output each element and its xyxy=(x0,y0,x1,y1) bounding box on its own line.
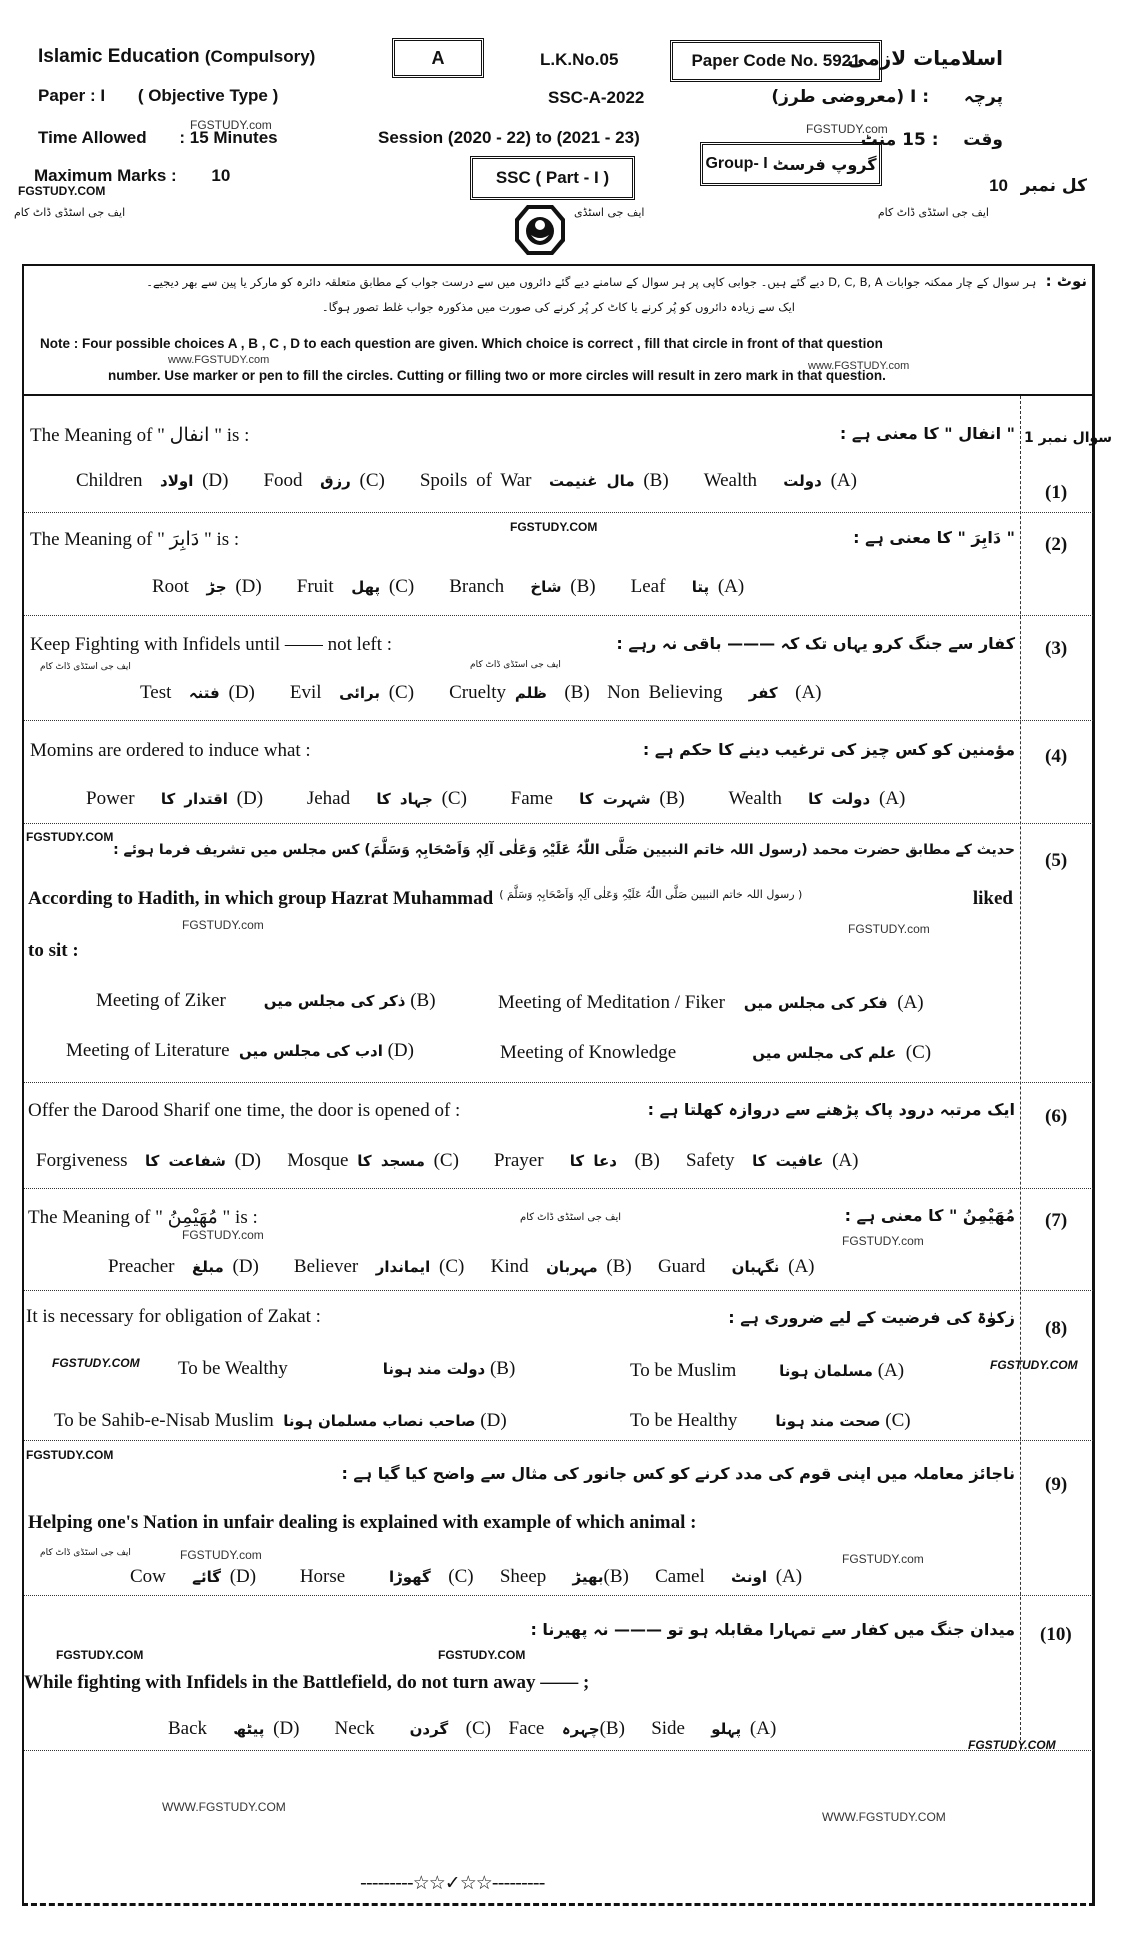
max-marks-label: Maximum Marks : xyxy=(34,166,177,185)
watermark: FGSTUDY.COM xyxy=(438,1648,526,1662)
watermark: FGSTUDY.com xyxy=(842,1552,924,1566)
question-10-number: (10) xyxy=(1040,1624,1072,1645)
number-column-divider xyxy=(1020,396,1021,1750)
max-marks-value: 10 xyxy=(211,166,231,185)
question-1-number: (1) xyxy=(1045,482,1068,503)
watermark-urdu: ایف جی اسٹڈی ڈاٹ کام xyxy=(470,660,561,670)
note-urdu-line-1 xyxy=(146,272,1087,290)
row-divider xyxy=(24,720,1093,721)
question-8-option-d[interactable]: To be Sahib-e-Nisab Muslim صاحب نصاب مسلمان ہونا (D) xyxy=(54,1410,507,1431)
watermark-urdu: ایف جی اسٹڈی ڈاٹ کام xyxy=(14,206,126,219)
question-2-number: (2) xyxy=(1045,534,1068,555)
option-c[interactable]: Neck گردن (C) xyxy=(334,1718,491,1739)
row-divider xyxy=(24,615,1093,616)
option-c[interactable]: Horse گھوڑا (C) xyxy=(299,1566,474,1587)
group-box xyxy=(700,142,882,186)
question-4-urdu: مؤمنین کو کس چیز کی ترغیب دینے کا حکم ہے : xyxy=(642,740,1015,759)
subject-title xyxy=(38,46,315,68)
option-a[interactable]: Leaf پتا (A) xyxy=(630,576,745,597)
question-4-english: Momins are ordered to induce what : xyxy=(30,740,311,761)
question-5-option-c[interactable]: Meeting of Knowledge علم کی مجلس میں (C) xyxy=(500,1042,932,1063)
question-8-option-a[interactable]: To be Muslim مسلمان ہونا (A) xyxy=(630,1360,905,1381)
question-3-options xyxy=(140,682,822,704)
watermark: www.FGSTUDY.com xyxy=(808,360,910,372)
question-10-options xyxy=(168,1718,776,1740)
exam-code: SSC-A-2022 xyxy=(548,88,645,107)
option-c[interactable]: Mosque مسجد کا (C) xyxy=(287,1150,459,1171)
row-divider xyxy=(24,512,1093,513)
watermark: www.FGSTUDY.com xyxy=(168,354,270,366)
question-5-urdu: حدیث کے مطابق حضرت محمد (رسول اللہ خاتم النبیین صَلَّی اللّٰہُ عَلَیْہِ وَعَلٰی آلِہٖ وَاَصْحَابِہٖ وَسَلَّمَ) کس مجلس میں تشریف فرما ہوئے : xyxy=(113,842,1015,858)
group-label-urdu: گروپ فرسٹ xyxy=(772,154,877,174)
option-c[interactable]: Jehad جہاد کا (C) xyxy=(306,788,467,809)
marks-urdu-value: 10 xyxy=(989,176,1008,195)
maximum-marks xyxy=(34,166,230,186)
question-4-options xyxy=(86,788,905,810)
question-5-english-liked: liked xyxy=(972,888,1013,909)
lk-number: L.K.No.05 xyxy=(540,50,619,69)
question-5-english-continued: to sit : xyxy=(28,940,79,961)
option-a[interactable]: Wealth دولت (A) xyxy=(703,470,857,491)
watermark: FGSTUDY.COM xyxy=(510,520,598,534)
watermark: FGSTUDY.COM xyxy=(990,1358,1078,1372)
question-6-english: Offer the Darood Sharif one time, the door is opened of : xyxy=(28,1100,461,1121)
subject-qualifier: (Compulsory) xyxy=(204,47,316,66)
subject-title-urdu: اسلامیات لازمی xyxy=(847,46,1003,70)
option-c[interactable]: Fruit پھل (C) xyxy=(296,576,415,597)
time-urdu-label: وقت xyxy=(963,130,1003,150)
option-d[interactable]: Root جڑ (D) xyxy=(152,576,262,597)
watermark: WWW.FGSTUDY.COM xyxy=(162,1800,286,1814)
option-d[interactable]: Back پیٹھ (D) xyxy=(168,1718,300,1739)
question-5-english xyxy=(28,888,1013,910)
watermark: FGSTUDY.COM xyxy=(26,1448,114,1462)
option-b[interactable]: Cruelty ظلم (B) xyxy=(449,682,590,703)
option-b[interactable]: Sheep بھیڑ(B) xyxy=(499,1566,629,1587)
question-6-options xyxy=(36,1150,858,1172)
option-d[interactable]: Power اقتدار کا (D) xyxy=(86,788,264,809)
watermark: FGSTUDY.COM xyxy=(56,1648,144,1662)
option-c[interactable]: Evil برائی (C) xyxy=(289,682,415,703)
watermark: FGSTUDY.com xyxy=(842,1234,924,1248)
board-logo xyxy=(513,203,567,257)
option-c[interactable]: Believer ایماندار (C) xyxy=(293,1256,465,1277)
question-5-honorific: ( رسول اللہ خاتم النبیین صَلَّی اللّٰہُ عَلَیْہِ وَعَلٰی آلِہٖ وَاَصْحَابِہٖ وَسَلَّمَ ) xyxy=(499,888,803,901)
paper-urdu xyxy=(741,86,1003,107)
question-7-english: The Meaning of " مُهَيْمِنُ " is : xyxy=(28,1207,258,1228)
question-1-urdu: " انفال " کا معنی ہے : xyxy=(839,424,1015,443)
time-value: : 15 Minutes xyxy=(179,128,278,147)
question-5-option-d[interactable]: Meeting of Literature ادب کی مجلس میں (D) xyxy=(66,1040,414,1061)
version-label: A xyxy=(431,47,445,68)
question-1-english: The Meaning of " انفال " is : xyxy=(30,425,250,446)
row-divider xyxy=(24,1290,1093,1291)
row-divider xyxy=(24,823,1093,824)
watermark: FGSTUDY.COM xyxy=(52,1356,140,1370)
paper-type: ( Objective Type ) xyxy=(137,86,279,105)
option-b[interactable]: Fame شہرت کا (B) xyxy=(510,788,685,809)
option-a[interactable]: Camel اونٹ (A) xyxy=(655,1566,803,1587)
watermark: WWW.FGSTUDY.COM xyxy=(822,1810,946,1824)
watermark: FGSTUDY.com xyxy=(180,1548,262,1562)
watermark: FGSTUDY.COM xyxy=(18,184,106,198)
question-4-number: (4) xyxy=(1045,746,1068,767)
question-9-urdu: ناجائز معاملہ میں اپنی قوم کی مدد کرنے کو کس جانور کی مثال سے واضح کیا گیا ہے : xyxy=(341,1464,1015,1483)
question-7-number: (7) xyxy=(1045,1210,1068,1231)
paper-label: Paper : I xyxy=(38,86,106,105)
question-9-english: Helping one's Nation in unfair dealing is explained with example of which animal : xyxy=(28,1512,697,1533)
board-emblem-icon xyxy=(513,203,567,257)
row-divider xyxy=(24,1595,1093,1596)
option-d[interactable]: Test فتنہ (D) xyxy=(140,682,255,703)
note-english-line-2: number. Use marker or pen to fill the circles. Cutting or filling two or more circles will result in zero mark in that question. xyxy=(108,368,886,383)
watermark: FGSTUDY.com xyxy=(182,918,264,932)
question-5-option-b[interactable]: Meeting of Ziker ذکر کی مجلس میں (B) xyxy=(96,990,436,1011)
watermark: FGSTUDY.COM xyxy=(968,1738,1056,1752)
subject-name: Islamic Education xyxy=(38,46,200,67)
question-header-urdu: سوال نمبر 1 xyxy=(1024,430,1113,446)
session: Session (2020 - 22) to (2021 - 23) xyxy=(378,128,640,147)
question-2-options xyxy=(152,576,744,598)
note-urdu-label: نوٹ : xyxy=(1045,272,1087,290)
question-3-english: Keep Fighting with Infidels until —— not left : xyxy=(30,634,393,655)
watermark-urdu: ایف جی اسٹڈی ڈاٹ کام xyxy=(40,662,131,672)
option-a[interactable]: Side پہلو (A) xyxy=(651,1718,777,1739)
option-a[interactable]: Safety عافیت کا (A) xyxy=(686,1150,859,1171)
note-urdu-text: ہر سوال کے چار ممکنہ جوابات D, C, B, A دیے گئے ہیں۔ جوابی کاپی پر ہر سوال کے سامنے دیے گئے دائروں میں سے درست جواب کے مطابق متعلقہ دائرہ کو مارکر یا پین سے بھر دیجیے۔ xyxy=(146,275,1037,289)
time-urdu-value: : 15 منٹ xyxy=(860,130,939,150)
question-8-option-b[interactable]: To be Wealthy دولت مند ہونا (B) xyxy=(178,1358,516,1379)
question-3-urdu: کفار سے جنگ کرو یہاں تک کہ ——— باقی نہ رہے : xyxy=(616,634,1015,653)
row-divider xyxy=(24,1440,1093,1441)
question-frame xyxy=(22,264,1095,1906)
question-8-urdu: زکوٰۃ کی فرضیت کے لیے ضروری ہے : xyxy=(728,1308,1015,1327)
question-6-number: (6) xyxy=(1045,1106,1068,1127)
logo-caption: ایف جی اسٹڈی xyxy=(574,206,645,219)
note-urdu-line-2: ایک سے زیادہ دائروں کو پُر کرنے یا کاٹ کر پُر کرنے کی صورت میں مذکورہ جواب غلط تصور ہوگا۔ xyxy=(321,300,795,314)
option-b[interactable]: Face چہرہ(B) xyxy=(508,1718,625,1739)
marks-urdu-label: کل نمبر xyxy=(1020,176,1087,196)
option-b[interactable]: Spoils of War مال غنیمت (B) xyxy=(419,470,669,491)
question-8-option-c[interactable]: To be Healthy صحت مند ہونا (C) xyxy=(630,1410,911,1431)
question-5-number: (5) xyxy=(1045,850,1068,871)
watermark-urdu: ایف جی اسٹڈی ڈاٹ کام xyxy=(40,1548,131,1558)
paper-code: Paper Code No. 5921 xyxy=(691,51,861,70)
option-b[interactable]: Branch شاخ (B) xyxy=(449,576,596,597)
group-label: Group- I xyxy=(705,155,768,172)
option-d[interactable]: Cow گائے (D) xyxy=(130,1566,257,1587)
option-a[interactable]: Guard نگہبان (A) xyxy=(657,1256,815,1277)
option-b[interactable]: Prayer دعا کا (B) xyxy=(493,1150,660,1171)
option-d[interactable]: Children اولاد (D) xyxy=(76,470,229,491)
note-english-line-1: Note : Four possible choices A , B , C , D to each question are given. Which choice is correct , fill that circle in front of that question xyxy=(40,336,883,351)
part-box xyxy=(470,156,635,200)
question-10-english: While fighting with Infidels in the Battlefield, do not turn away —— ; xyxy=(24,1672,590,1693)
option-a[interactable]: Non Believing کفر (A) xyxy=(607,682,822,703)
question-1-options xyxy=(76,470,857,492)
question-7-urdu: مُهَيْمِنُ " کا معنی ہے : xyxy=(844,1206,1015,1225)
question-5-option-a[interactable]: Meeting of Meditation / Fiker فکر کی مجلس میں (A) xyxy=(498,992,924,1013)
watermark: FGSTUDY.COM xyxy=(26,830,114,844)
question-8-english: It is necessary for obligation of Zakat : xyxy=(26,1306,321,1327)
time-label: Time Allowed xyxy=(38,128,147,147)
marks-urdu xyxy=(989,176,1087,196)
watermark-urdu: ایف جی اسٹڈی ڈاٹ کام xyxy=(877,206,989,219)
option-d[interactable]: Forgiveness شفاعت کا (D) xyxy=(36,1150,262,1171)
watermark: FGSTUDY.com xyxy=(182,1228,264,1242)
question-8-number: (8) xyxy=(1045,1318,1068,1339)
question-2-english: The Meaning of " دَابِرَ " is : xyxy=(30,529,240,550)
row-divider xyxy=(24,1082,1093,1083)
paper-urdu-value: : I (معروضی طرز) xyxy=(771,87,930,107)
question-6-urdu: ایک مرتبہ درود پاک پڑھنے سے دروازہ کھلتا ہے : xyxy=(647,1100,1015,1119)
watermark: FGSTUDY.com xyxy=(190,118,272,132)
part-label: SSC ( Part - I ) xyxy=(495,168,610,187)
question-3-number: (3) xyxy=(1045,638,1068,659)
question-7-options xyxy=(108,1256,815,1278)
question-5-english-text: According to Hadith, in which group Hazrat Muhammad xyxy=(28,888,494,909)
question-9-options xyxy=(130,1566,802,1588)
question-2-urdu: " دَابِرَ " کا معنی ہے : xyxy=(853,528,1015,547)
option-c[interactable]: Food رزق (C) xyxy=(263,470,385,491)
watermark-urdu: ایف جی اسٹڈی ڈاٹ کام xyxy=(520,1212,622,1223)
watermark: FGSTUDY.com xyxy=(806,122,888,136)
question-10-urdu: میدان جنگ میں کفار سے تمہارا مقابلہ ہو تو ——— نہ پھیرنا : xyxy=(530,1620,1015,1639)
version-box xyxy=(392,38,484,78)
row-divider xyxy=(24,1188,1093,1189)
watermark: FGSTUDY.com xyxy=(848,922,930,936)
option-a[interactable]: Wealth دولت کا (A) xyxy=(728,788,906,809)
option-b[interactable]: Kind مہربان (B) xyxy=(490,1256,632,1277)
paper-urdu-label: پرچہ xyxy=(963,87,1003,107)
paper-number xyxy=(38,86,278,106)
end-of-paper-mark: ---------☆☆✓☆☆--------- xyxy=(360,1872,545,1894)
question-9-number: (9) xyxy=(1045,1474,1068,1495)
row-divider xyxy=(24,1750,1093,1751)
option-d[interactable]: Preacher مبلغ (D) xyxy=(108,1256,259,1277)
